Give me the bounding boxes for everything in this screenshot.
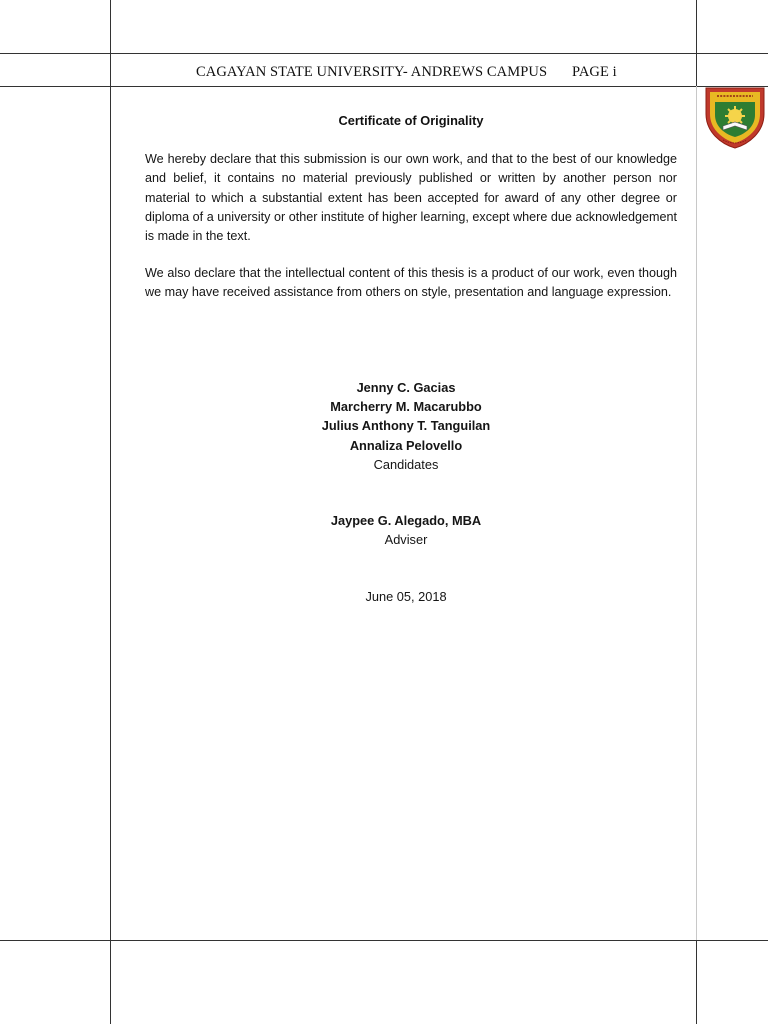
certificate-title: Certificate of Originality (338, 113, 484, 128)
declaration-paragraph-1: We hereby declare that this submission is our own work, and that to the best of our knowledge and belief, it contains no material previously published or written by another person nor material to which a substantial extent has been accepted for award of any other degree or diploma of a university or other institute of higher learning, except where due acknowledgement is made in the text. (145, 152, 677, 244)
right-frame-line-bottom (696, 940, 697, 1024)
right-frame-line-faint (696, 86, 697, 940)
date-block (145, 587, 667, 606)
document-date: June 05, 2018 (365, 589, 447, 604)
candidate-name: Annaliza Pelovello (349, 437, 463, 453)
right-frame-line-top (696, 0, 697, 86)
adviser-block (145, 511, 667, 549)
candidate-name: Julius Anthony T. Tanguilan (321, 418, 491, 434)
bottom-frame-line (0, 940, 768, 941)
candidate-name: Marcherry M. Macarubbo (330, 399, 482, 415)
declaration-paragraph-2: We also declare that the intellectual content of this thesis is a product of our work, even though we may have received assistance from others on style, presentation and language expression. (145, 266, 677, 300)
university-seal-icon (703, 84, 767, 150)
candidates-block (145, 378, 667, 474)
header-bottom-line (0, 86, 768, 87)
top-frame-line (0, 53, 768, 54)
adviser-label: Adviser (384, 532, 428, 548)
candidate-name: Jenny C. Gacias (356, 380, 456, 395)
page-header (110, 62, 696, 84)
adviser-name: Jaypee G. Alegado, MBA (330, 513, 482, 528)
left-frame-line (110, 0, 111, 1024)
candidates-label: Candidates (373, 456, 439, 472)
page-number: PAGE i (572, 64, 617, 80)
university-name: CAGAYAN STATE UNIVERSITY- ANDREWS CAMPUS (196, 64, 548, 80)
